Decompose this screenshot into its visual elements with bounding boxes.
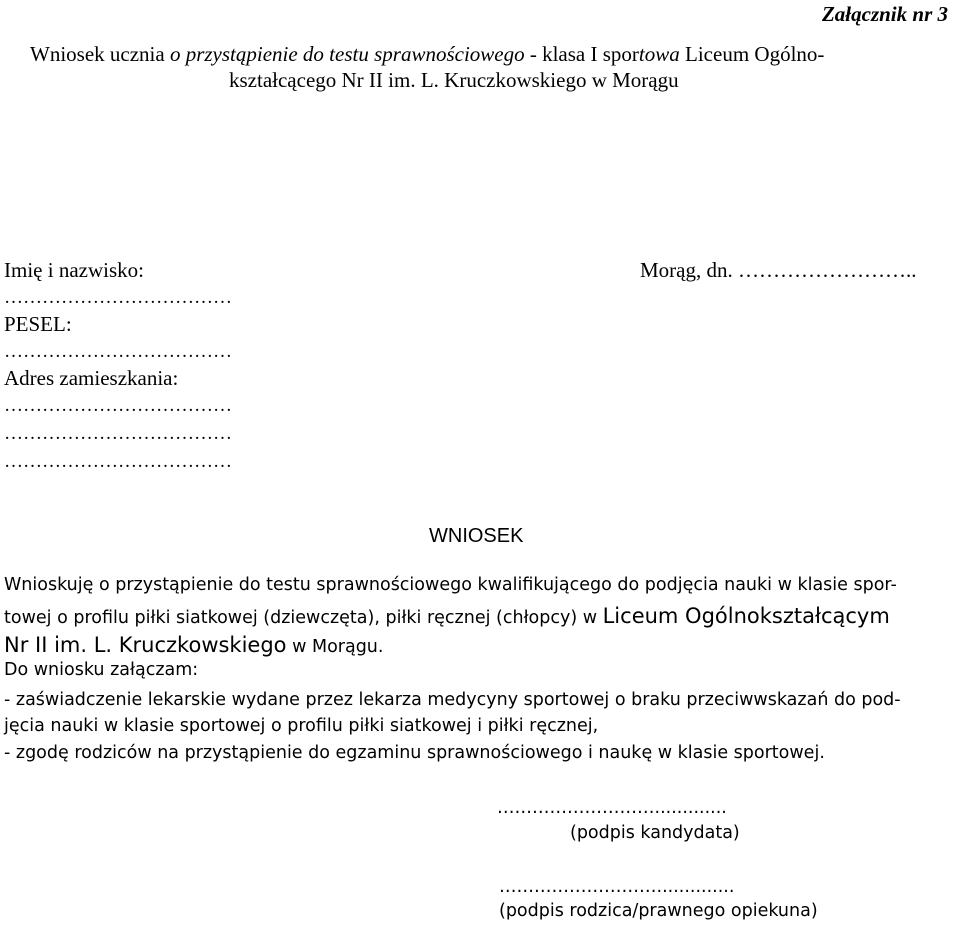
- paragraph-segment-school: Liceum Ogólnokształcącym: [602, 604, 890, 628]
- title-segment: - klasa I spor: [524, 42, 639, 66]
- pesel-label: PESEL:: [4, 312, 72, 336]
- title-segment-italic: towa: [638, 42, 680, 66]
- document-title-line-1: [30, 44, 824, 65]
- pesel-dots: ………………………………: [4, 341, 232, 362]
- address-dots-1: ………………………………: [4, 395, 232, 416]
- attachments-intro: Do wniosku załączam:: [4, 660, 199, 680]
- attachment-1-line-1: - zaświadczenie lekarskie wydane przez lekarza medycyny sportowej o braku przeciwwskazań do pod-: [4, 690, 901, 710]
- parent-signature-dots: ………………………..............: [499, 877, 735, 897]
- paragraph-segment: towej o profilu piłki siatkowej (dziewczęta), piłki ręcznej (chłopcy) w: [4, 608, 603, 628]
- name-dots: ………………………………: [4, 287, 232, 308]
- candidate-signature-dots: ……………………….............: [497, 798, 727, 818]
- document-title-line-2: kształcącego Nr II im. L. Kruczkowskiego w Morągu: [229, 68, 679, 92]
- paragraph-segment-school: Nr II im. L. Kruczkowskiego: [4, 633, 287, 657]
- paragraph-segment: w Morągu.: [286, 637, 384, 657]
- place-date-field: Morąg, dn. ……………………..: [640, 258, 917, 282]
- request-heading: WNIOSEK: [429, 525, 524, 547]
- candidate-signature-label: (podpis kandydata): [570, 823, 740, 843]
- address-label: Adres zamieszkania:: [4, 366, 179, 390]
- parent-signature-label: (podpis rodzica/prawnego opiekuna): [499, 901, 818, 921]
- address-dots-3: ………………………………: [4, 451, 232, 472]
- attachment-2: - zgodę rodziców na przystąpienie do egzaminu sprawnościowego i naukę w klasie sportowej.: [4, 743, 825, 763]
- request-paragraph-line-1: Wnioskuję o przystąpienie do testu sprawnościowego kwalifikującego do podjęcia nauki w klasie spor-: [4, 575, 897, 595]
- request-paragraph-line-2: [4, 606, 890, 628]
- annex-label: Załącznik nr 3: [821, 2, 948, 26]
- name-label: Imię i nazwisko:: [4, 258, 144, 282]
- title-segment: Wniosek ucznia: [30, 42, 170, 66]
- address-dots-2: ………………………………: [4, 423, 232, 444]
- title-segment: Liceum Ogólno-: [679, 42, 825, 66]
- title-segment-italic: o przystąpienie do testu sprawnościowego: [169, 42, 525, 66]
- request-paragraph-line-3: [4, 635, 383, 657]
- attachment-1-line-2: jęcia nauki w klasie sportowej o profilu piłki siatkowej i piłki ręcznej,: [4, 716, 599, 736]
